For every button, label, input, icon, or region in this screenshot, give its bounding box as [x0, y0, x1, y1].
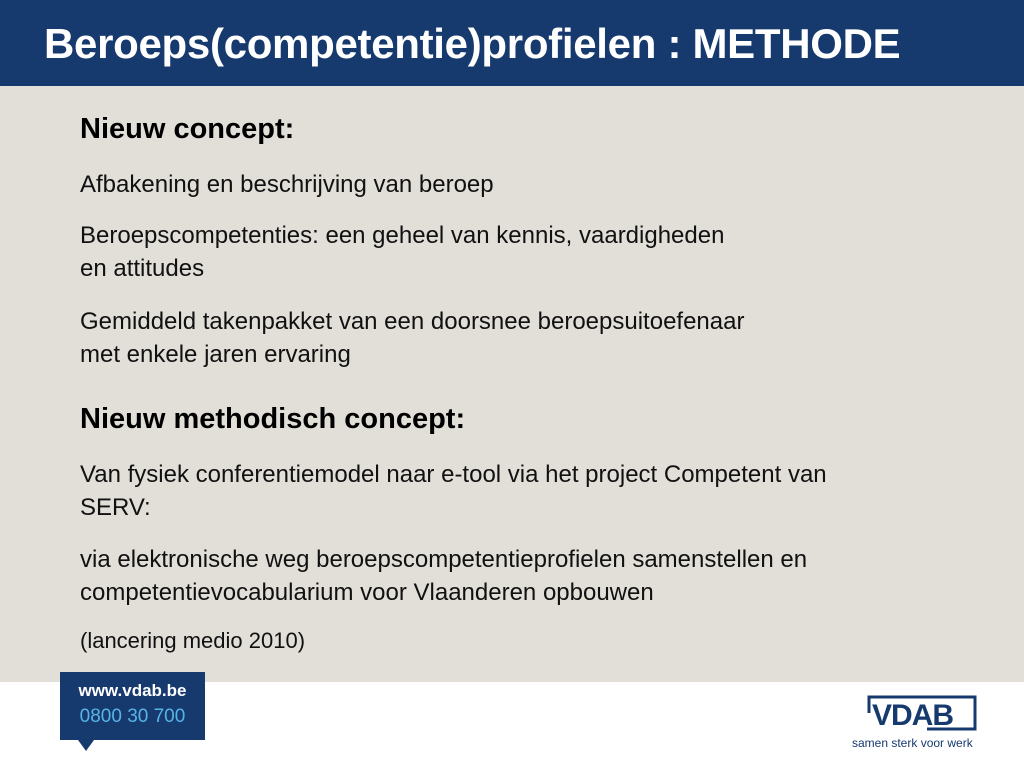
contact-box-pointer: [78, 740, 94, 751]
slide-content: [0, 86, 1024, 682]
bullet-e-tool: Van fysiek conferentiemodel naar e-tool via het project Competent van SERV:: [80, 461, 827, 521]
bullet-afbakening: Afbakening en beschrijving van beroep: [80, 171, 494, 198]
website-link[interactable]: www.vdab.be: [78, 681, 187, 700]
contact-box: [60, 672, 205, 740]
vdab-tagline: samen sterk voor werk: [852, 736, 973, 750]
slide-title: Beroeps(competentie)profielen : METHODE: [44, 20, 901, 67]
bullet-lancering: (lancering medio 2010): [80, 628, 306, 653]
bullet-beroepscompetenties: Beroepscompetenties: een geheel van kennis, vaardigheden en attitudes: [80, 222, 725, 282]
vdab-logo: [852, 693, 987, 755]
vdab-logo-text: VDAB: [872, 699, 954, 732]
section-heading-nieuw-concept: Nieuw concept:: [80, 113, 295, 145]
bullet-elektronische-weg: via elektronische weg beroepscompetentieprofielen samenstellen en competentievocabularium voor Vlaanderen opbouwen: [80, 546, 808, 606]
section-heading-nieuw-methodisch-concept: Nieuw methodisch concept:: [80, 403, 466, 435]
bullet-takenpakket: Gemiddeld takenpakket van een doorsnee beroepsuitoefenaar met enkele jaren ervaring: [80, 308, 745, 368]
title-bar: [0, 0, 1024, 86]
phone-number: 0800 30 700: [79, 706, 186, 727]
